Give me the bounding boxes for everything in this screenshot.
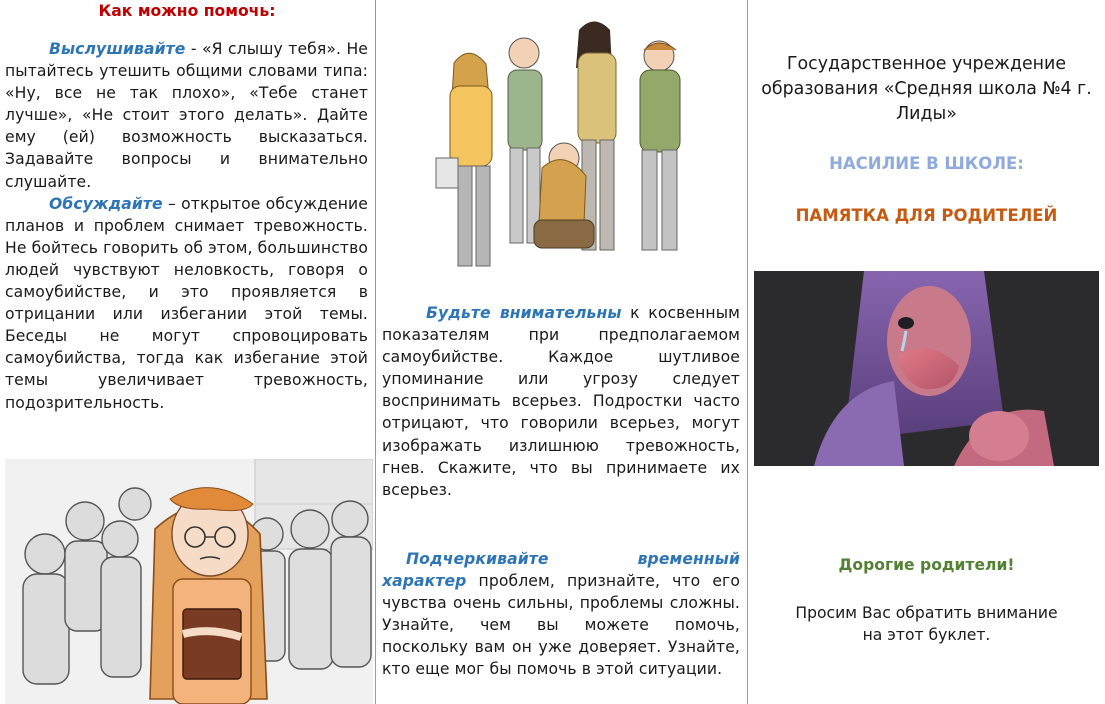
attention-paragraph: [382, 302, 740, 501]
bullied-girl-illustration: [5, 459, 373, 704]
booklet-topic: НАСИЛИЕ В ШКОЛЕ:: [829, 154, 1024, 173]
temporary-paragraph: [382, 548, 740, 681]
column-attention: [376, 0, 746, 704]
crying-girl-illustration: [754, 271, 1099, 466]
temporary-text: [382, 548, 740, 681]
help-heading: Как можно помочь:: [98, 2, 276, 20]
booklet-subtitle: ПАМЯТКА ДЛЯ РОДИТЕЛЕЙ: [795, 206, 1058, 225]
crying-girl-drawing: [754, 271, 1099, 466]
column-help: [0, 0, 374, 704]
listen-body: - «Я слышу тебя». Не пытайтесь утешить общими словами типа: «Ну, все не так плохо», «Тебе станет лучше», «Не стоит этого делать». Дайте ему (ей) возможность высказаться. Задавайте вопросы и внимательно слушайте.: [5, 40, 368, 191]
temporary-body: проблем, признайте, что его чувства очень сильны, проблемы сложны. Узнайте, чем вы можете помочь, поскольку вам он уже доверяет. Узнайте, кто еще мог бы помочь в этой ситуации.: [382, 572, 740, 679]
column-cover: [748, 0, 1105, 704]
listen-paragraph: [5, 38, 368, 193]
temporary-lead: Подчеркивайте временный характер: [382, 550, 740, 591]
request-body: Просим Вас обратить внимание на этот буклет.: [795, 604, 1058, 644]
help-text: [5, 38, 368, 414]
attention-lead: Будьте внимательны: [426, 304, 622, 322]
discuss-body: – открытое обсуждение планов и проблем снимает тревожность. Не бойтесь говорить об этом, большинство людей чувствуют неловкость, говоря о самоубийстве, и это проявляется в отрицании или избегании этой темы. Беседы не могут спровоцировать самоубийства, тогда как избегание этой темы увеличивает тревожность, подозрительность.: [5, 194, 368, 412]
discuss-paragraph: [5, 193, 368, 414]
attention-body: к косвенным показателям при предполагаемом самоубийстве. Каждое шутливое упоминание или угрозу следует воспринимать всерьез. Подростки часто отрицают, что говорили всерьез, могут изображать излишнюю тревожность, гнев. Скажите, что вы принимаете их всерьез.: [382, 304, 740, 499]
bullied-girl-drawing: [5, 459, 373, 704]
attention-text: [382, 302, 740, 501]
listen-lead: Выслушивайте: [49, 40, 186, 58]
greeting: Дорогие родители!: [838, 556, 1015, 574]
discuss-lead: Обсуждайте: [49, 194, 163, 213]
school-name: Государственное учреждение образования «Средняя школа №4 г. Лиды»: [761, 54, 1092, 124]
teen-group-illustration: [414, 8, 704, 270]
request-text: [748, 602, 1105, 646]
teen-group-drawing: [414, 8, 704, 270]
